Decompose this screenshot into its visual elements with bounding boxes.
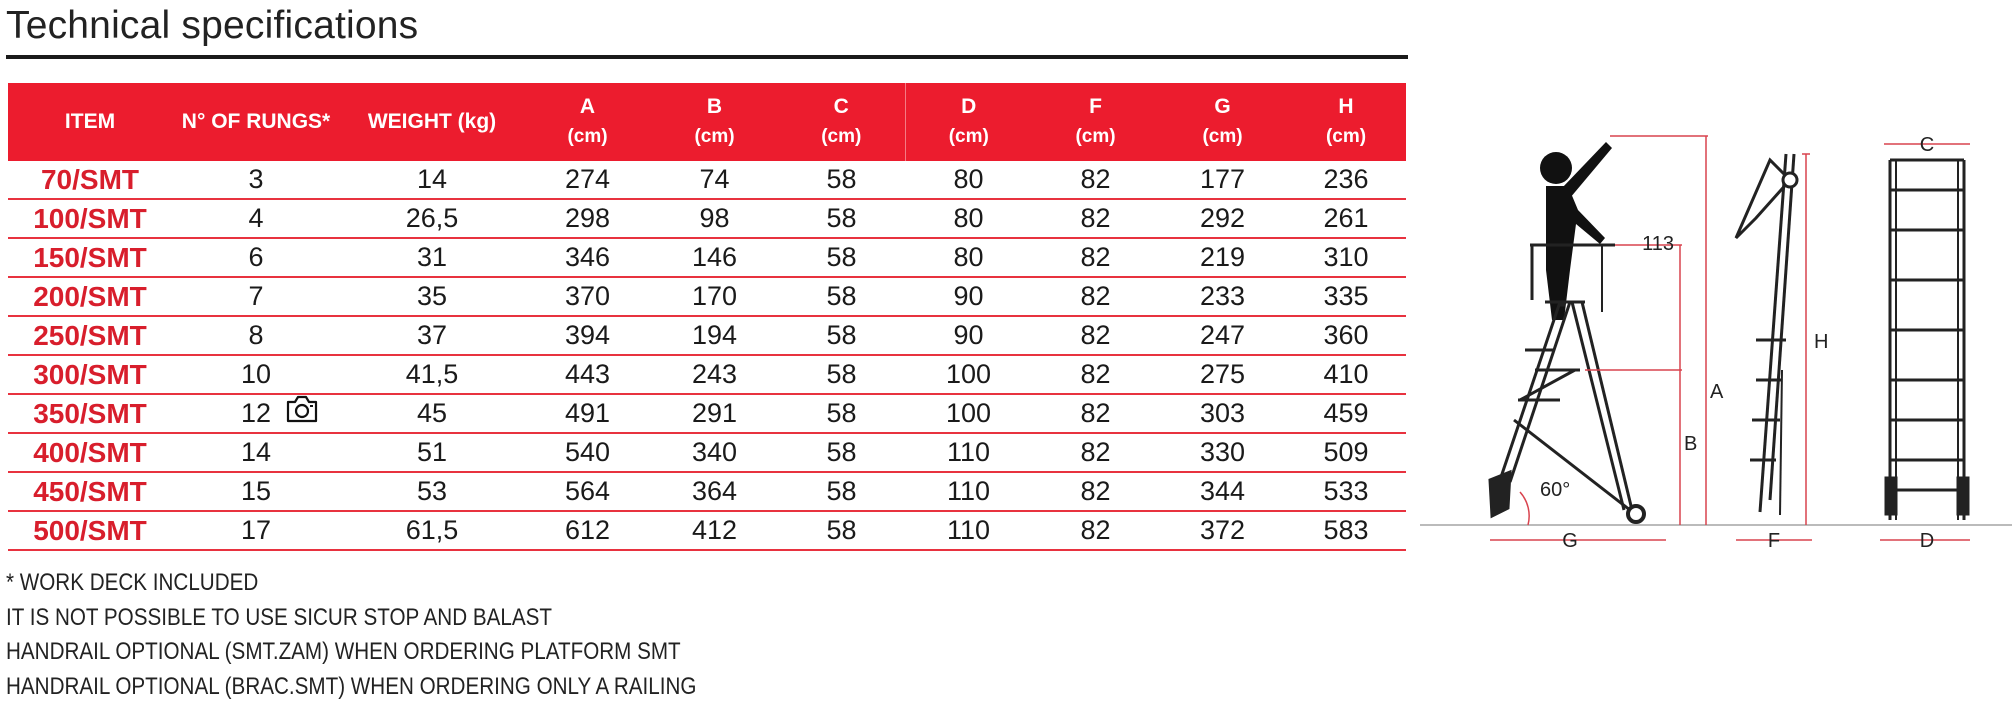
header-c bbox=[778, 83, 905, 161]
side-view-drawing bbox=[1490, 142, 1644, 522]
table-row bbox=[8, 161, 1406, 199]
cell-b: 146 bbox=[651, 238, 778, 277]
header-rungs bbox=[172, 83, 340, 161]
cell-f: 82 bbox=[1032, 161, 1159, 199]
cell-h: 410 bbox=[1286, 355, 1406, 394]
cell-a: 274 bbox=[524, 161, 651, 199]
cell-d: 80 bbox=[905, 161, 1032, 199]
cell-h: 335 bbox=[1286, 277, 1406, 316]
note-handrail-smt: HANDRAIL OPTIONAL (SMT.ZAM) WHEN ORDERING PLATFORM SMT bbox=[6, 638, 681, 665]
item-code: 70/SMT bbox=[8, 161, 172, 199]
cell-weight: 61,5 bbox=[340, 511, 524, 550]
cell-b: 364 bbox=[651, 472, 778, 511]
cell-b: 74 bbox=[651, 161, 778, 199]
note-sicur-stop: IT IS NOT POSSIBLE TO USE SICUR STOP AND BALAST bbox=[6, 603, 552, 631]
cell-g: 275 bbox=[1159, 355, 1286, 394]
dimension-b-label: B bbox=[1684, 433, 1698, 455]
person-body bbox=[1546, 186, 1605, 320]
cell-c: 58 bbox=[778, 433, 905, 472]
cell-g: 372 bbox=[1159, 511, 1286, 550]
table-row bbox=[8, 472, 1406, 511]
cell-rungs: 4 bbox=[172, 199, 340, 238]
header-unit: (cm) bbox=[1325, 126, 1367, 147]
cell-f: 82 bbox=[1032, 433, 1159, 472]
dimension-g-label: G bbox=[1562, 530, 1578, 552]
cell-d: 100 bbox=[905, 394, 1032, 433]
cell-weight: 45 bbox=[340, 394, 524, 433]
table-row bbox=[8, 433, 1406, 472]
cell-c: 58 bbox=[778, 511, 905, 550]
cell-g: 219 bbox=[1159, 238, 1286, 277]
cell-b: 243 bbox=[651, 355, 778, 394]
table-row bbox=[8, 394, 1406, 433]
cell-rungs: 15 bbox=[172, 472, 340, 511]
header-unit: (cm) bbox=[948, 126, 989, 147]
cell-f: 82 bbox=[1032, 355, 1159, 394]
cell-c: 58 bbox=[778, 199, 905, 238]
table-row bbox=[8, 238, 1406, 277]
cell-b: 170 bbox=[651, 277, 778, 316]
cell-weight: 41,5 bbox=[340, 355, 524, 394]
header-label: G bbox=[1214, 95, 1231, 118]
table-header bbox=[8, 83, 1406, 161]
header-h bbox=[1286, 83, 1406, 161]
cell-h: 236 bbox=[1286, 161, 1406, 199]
header-f bbox=[1032, 83, 1159, 161]
cell-d: 80 bbox=[905, 238, 1032, 277]
cell-d: 110 bbox=[905, 433, 1032, 472]
cell-weight: 37 bbox=[340, 316, 524, 355]
cell-a: 564 bbox=[524, 472, 651, 511]
cell-a: 346 bbox=[524, 238, 651, 277]
table-body bbox=[8, 161, 1406, 550]
note-work-deck: * WORK DECK INCLUDED bbox=[6, 569, 259, 596]
cell-g: 247 bbox=[1159, 316, 1286, 355]
ladder-dimension-drawings bbox=[1410, 120, 2012, 560]
item-code: 150/SMT bbox=[8, 238, 172, 277]
item-code: 100/SMT bbox=[8, 199, 172, 238]
header-unit: (cm) bbox=[1075, 126, 1116, 147]
table-row bbox=[8, 511, 1406, 550]
table-row bbox=[8, 355, 1406, 394]
rear-view-drawing bbox=[1886, 160, 1968, 520]
cell-a: 370 bbox=[524, 277, 651, 316]
header-unit: (cm) bbox=[821, 126, 862, 147]
header-label: D bbox=[961, 95, 977, 118]
cell-f: 82 bbox=[1032, 472, 1159, 511]
header-label: WEIGHT (kg) bbox=[367, 110, 497, 133]
cell-d: 110 bbox=[905, 472, 1032, 511]
cell-b: 194 bbox=[651, 316, 778, 355]
header-label: ITEM bbox=[64, 110, 116, 133]
item-code: 300/SMT bbox=[8, 355, 172, 394]
cell-h: 459 bbox=[1286, 394, 1406, 433]
cell-g: 292 bbox=[1159, 199, 1286, 238]
header-unit: (cm) bbox=[694, 126, 735, 147]
table-row bbox=[8, 199, 1406, 238]
cell-weight: 35 bbox=[340, 277, 524, 316]
note-handrail-railing: HANDRAIL OPTIONAL (BRAC.SMT) WHEN ORDERING ONLY A RAILING bbox=[6, 672, 697, 700]
cell-b: 340 bbox=[651, 433, 778, 472]
cell-c: 58 bbox=[778, 355, 905, 394]
header-a bbox=[524, 83, 651, 161]
item-code: 200/SMT bbox=[8, 277, 172, 316]
cell-a: 540 bbox=[524, 433, 651, 472]
cell-h: 310 bbox=[1286, 238, 1406, 277]
header-label: C bbox=[833, 95, 849, 118]
cell-weight: 53 bbox=[340, 472, 524, 511]
header-d bbox=[905, 83, 1032, 161]
cell-f: 82 bbox=[1032, 316, 1159, 355]
cell-c: 58 bbox=[778, 277, 905, 316]
cell-weight: 51 bbox=[340, 433, 524, 472]
cell-h: 261 bbox=[1286, 199, 1406, 238]
cell-g: 330 bbox=[1159, 433, 1286, 472]
cell-f: 82 bbox=[1032, 199, 1159, 238]
cell-c: 58 bbox=[778, 472, 905, 511]
cell-a: 612 bbox=[524, 511, 651, 550]
cell-h: 533 bbox=[1286, 472, 1406, 511]
page-title: Technical specifications bbox=[6, 4, 419, 47]
cell-rungs: 17 bbox=[172, 511, 340, 550]
cell-c: 58 bbox=[778, 394, 905, 433]
title-rule bbox=[6, 55, 1408, 59]
header-label: B bbox=[706, 95, 723, 118]
camera-icon[interactable] bbox=[285, 394, 319, 424]
header-unit: (cm) bbox=[567, 126, 608, 147]
cell-d: 80 bbox=[905, 199, 1032, 238]
header-b bbox=[651, 83, 778, 161]
cell-d: 90 bbox=[905, 316, 1032, 355]
cell-f: 82 bbox=[1032, 394, 1159, 433]
cell-weight: 31 bbox=[340, 238, 524, 277]
cell-rungs: 8 bbox=[172, 316, 340, 355]
rungs-value: 12 bbox=[240, 398, 272, 428]
item-code: 400/SMT bbox=[8, 433, 172, 472]
cell-c: 58 bbox=[778, 316, 905, 355]
cell-b: 412 bbox=[651, 511, 778, 550]
cell-f: 82 bbox=[1032, 277, 1159, 316]
dimension-a-label: A bbox=[1710, 381, 1724, 403]
dimension-c-label: C bbox=[1919, 134, 1935, 156]
notes bbox=[6, 566, 809, 704]
cell-h: 360 bbox=[1286, 316, 1406, 355]
item-code: 500/SMT bbox=[8, 511, 172, 550]
cell-rungs: 3 bbox=[172, 161, 340, 199]
dimension-d-label: D bbox=[1919, 530, 1935, 552]
cell-rungs: 14 bbox=[172, 433, 340, 472]
item-code: 450/SMT bbox=[8, 472, 172, 511]
rungs-with-photo bbox=[241, 398, 271, 429]
table-row bbox=[8, 316, 1406, 355]
header-g bbox=[1159, 83, 1286, 161]
cell-d: 110 bbox=[905, 511, 1032, 550]
cell-g: 177 bbox=[1159, 161, 1286, 199]
cell-rungs: 6 bbox=[172, 238, 340, 277]
cell-d: 90 bbox=[905, 277, 1032, 316]
cell-c: 58 bbox=[778, 161, 905, 199]
specifications-table bbox=[8, 83, 1406, 551]
cell-a: 394 bbox=[524, 316, 651, 355]
cell-b: 291 bbox=[651, 394, 778, 433]
header-label: N° OF RUNGS* bbox=[181, 110, 331, 133]
cell-a: 443 bbox=[524, 355, 651, 394]
header-label: F bbox=[1089, 95, 1102, 118]
item-code: 350/SMT bbox=[8, 394, 172, 433]
cell-weight: 14 bbox=[340, 161, 524, 199]
cell-f: 82 bbox=[1032, 238, 1159, 277]
cell-c: 58 bbox=[778, 238, 905, 277]
dimension-f-label: F bbox=[1767, 530, 1781, 552]
cell-a: 491 bbox=[524, 394, 651, 433]
cell-rungs: 10 bbox=[172, 355, 340, 394]
cell-rungs: 7 bbox=[172, 277, 340, 316]
header-item bbox=[8, 83, 172, 161]
cell-d: 100 bbox=[905, 355, 1032, 394]
header-label: A bbox=[579, 95, 596, 118]
person-head bbox=[1540, 152, 1572, 184]
dimension-angle-label: 60° bbox=[1540, 479, 1571, 501]
dimension-h-label: H bbox=[1814, 331, 1829, 353]
cell-weight: 26,5 bbox=[340, 199, 524, 238]
header-weight bbox=[340, 83, 524, 161]
front-view-drawing bbox=[1736, 154, 1797, 515]
cell-a: 298 bbox=[524, 199, 651, 238]
dimension-113-label: 113 bbox=[1642, 233, 1674, 255]
cell-rungs bbox=[172, 394, 340, 433]
header-unit: (cm) bbox=[1202, 126, 1243, 147]
cell-f: 82 bbox=[1032, 511, 1159, 550]
cell-h: 583 bbox=[1286, 511, 1406, 550]
cell-h: 509 bbox=[1286, 433, 1406, 472]
table-row bbox=[8, 277, 1406, 316]
cell-b: 98 bbox=[651, 199, 778, 238]
cell-g: 233 bbox=[1159, 277, 1286, 316]
header-label: H bbox=[1338, 95, 1354, 118]
cell-g: 344 bbox=[1159, 472, 1286, 511]
item-code: 250/SMT bbox=[8, 316, 172, 355]
cell-g: 303 bbox=[1159, 394, 1286, 433]
